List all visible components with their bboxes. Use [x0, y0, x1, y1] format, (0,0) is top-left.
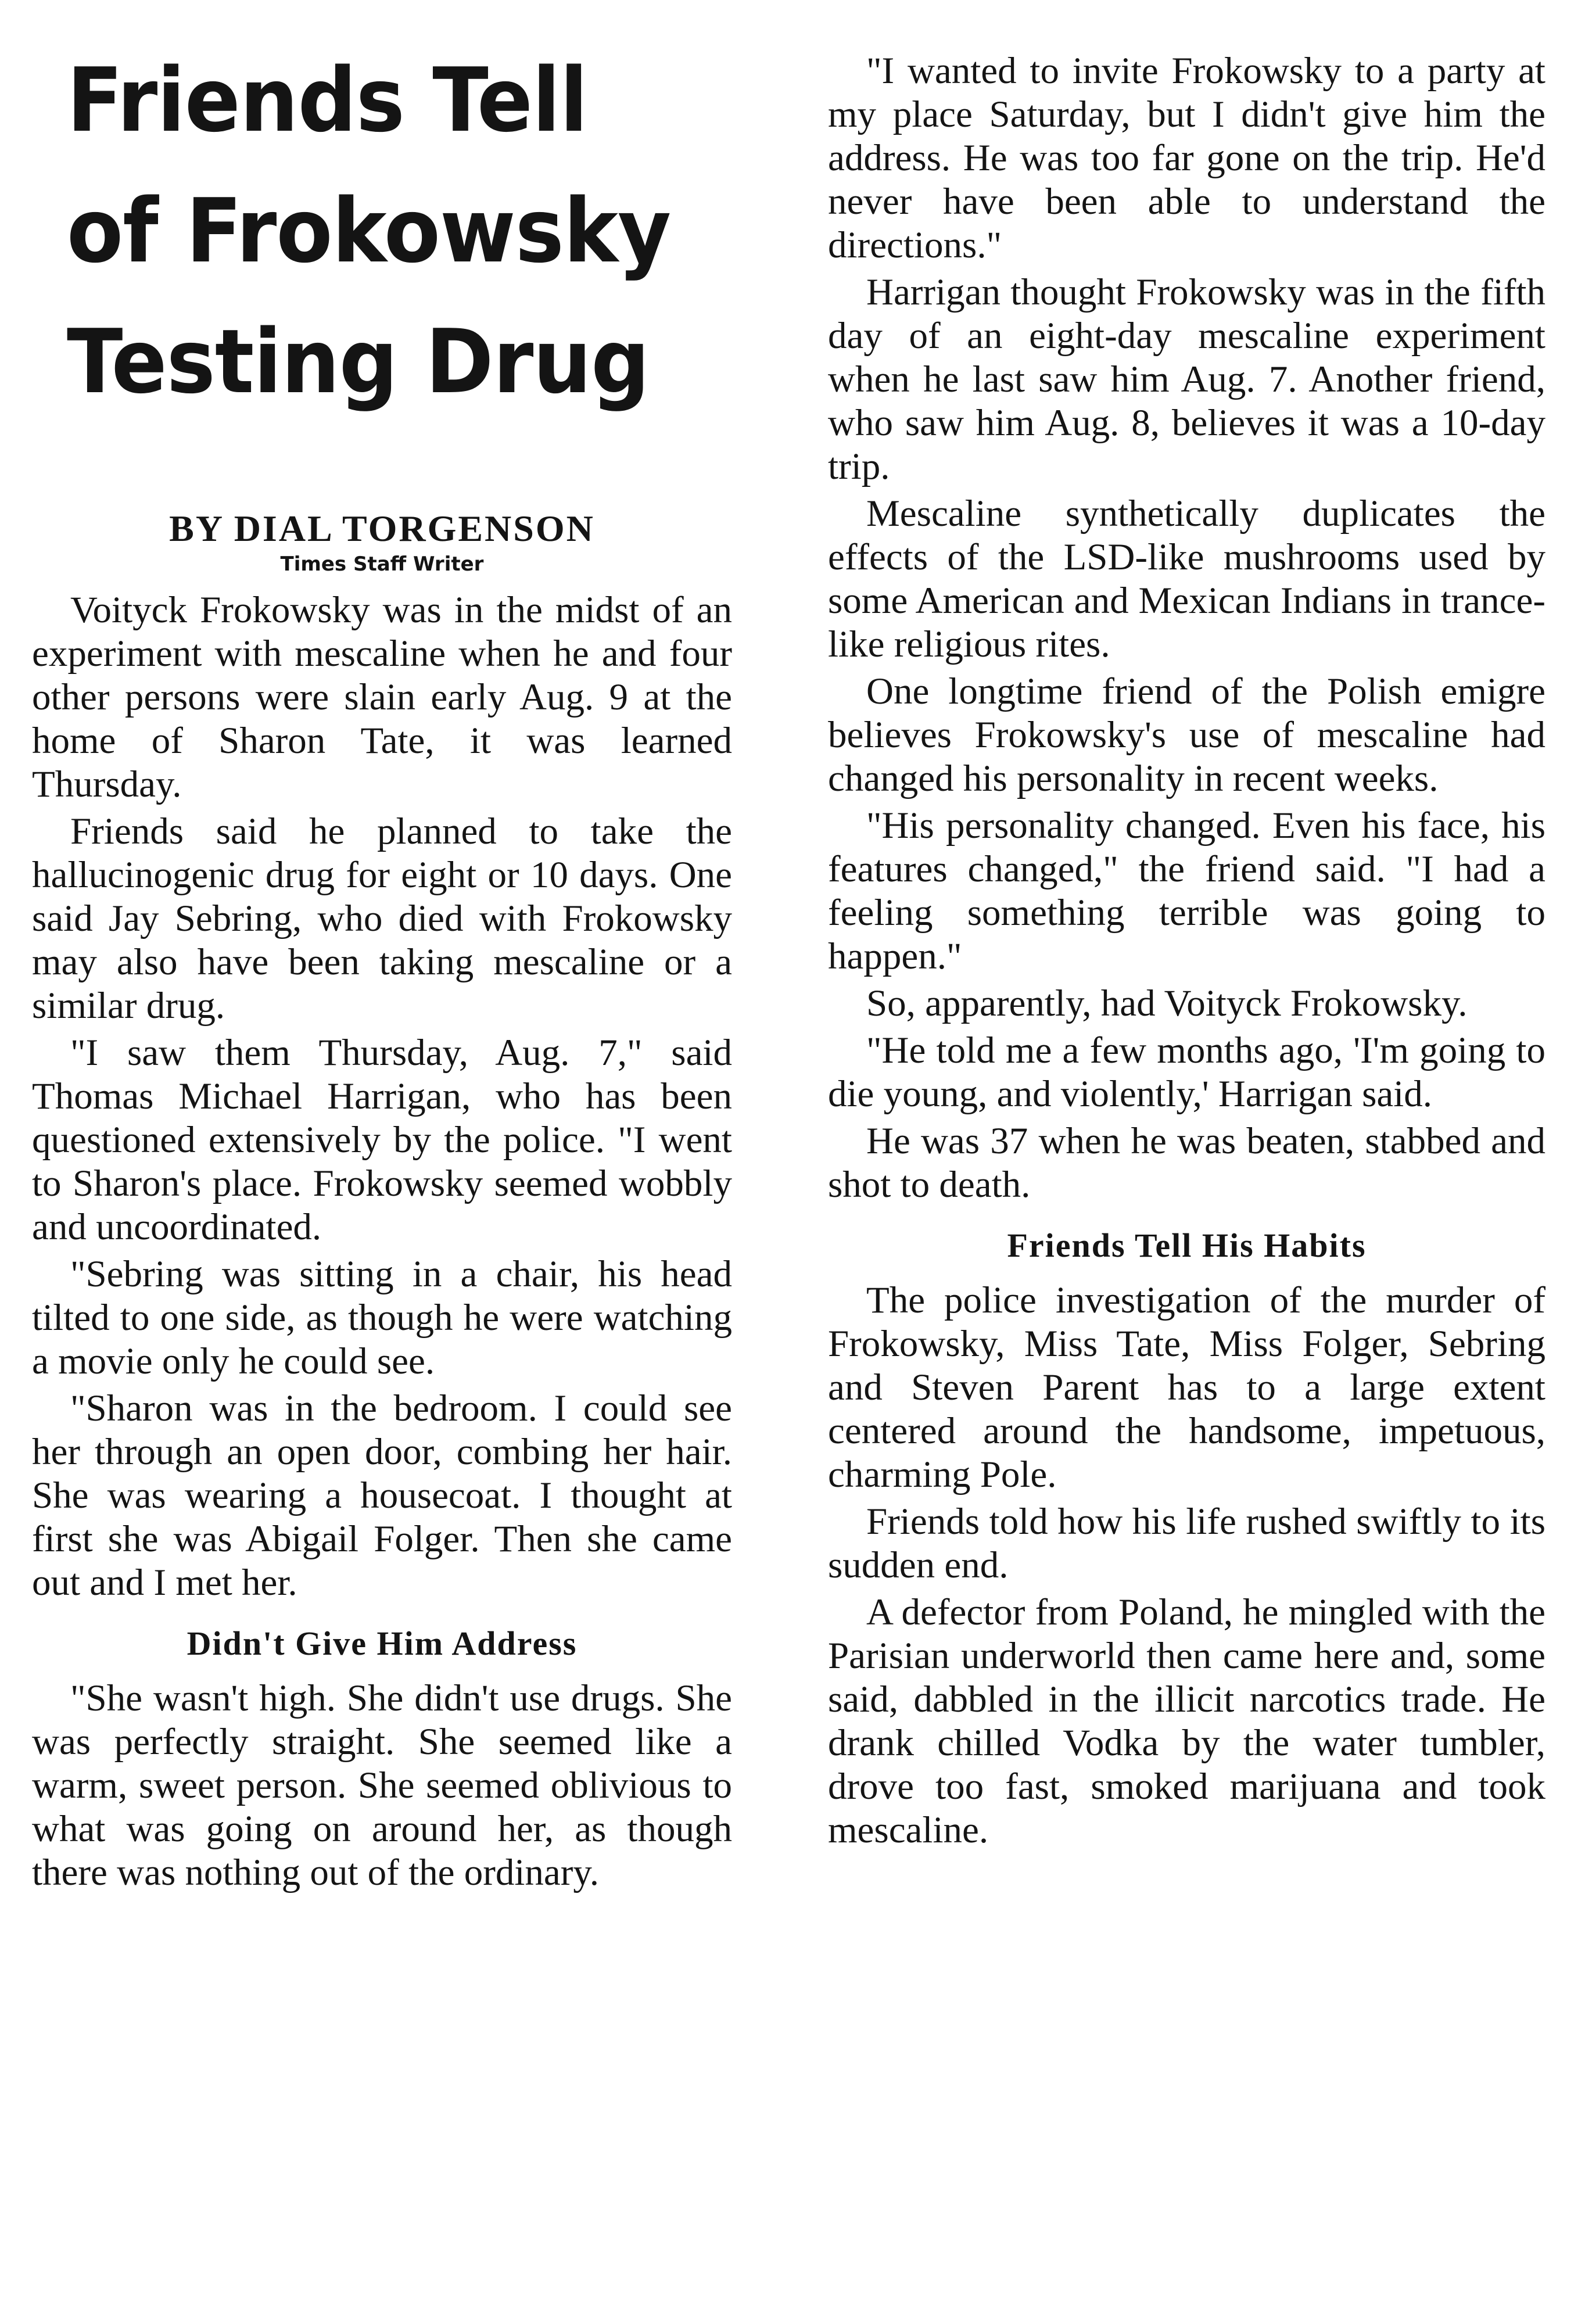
paragraph: "She wasn't high. She didn't use drugs. She was perfectly straight. She seemed like a warm, sweet person. She seemed oblivious to what was going on around her, as though there was nothing out of the ordinary.	[32, 1677, 732, 1893]
paragraph: Harrigan thought Frokowsky was in the fifth day of an eight-day mescaline experiment when he last saw him Aug. 7. Another friend, who saw him Aug. 8, believes it was a 10-day trip.	[828, 271, 1545, 487]
headline-line: of Frokowsky	[67, 180, 671, 282]
byline-title: Times Staff Writer	[280, 553, 484, 576]
headline-line: Testing Drug	[67, 310, 650, 413]
paragraph: Friends told how his life rushed swiftly to its sudden end.	[828, 1501, 1545, 1586]
paragraph: One longtime friend of the Polish emigre believes Frokowsky's use of mescaline had changed his personality in recent weeks.	[828, 670, 1545, 799]
paragraph: So, apparently, had Voityck Frokowsky.	[866, 982, 1468, 1024]
paragraph: He was 37 when he was beaten, stabbed and shot to death.	[828, 1120, 1545, 1206]
article-body-left	[32, 589, 732, 1895]
headline-line: Friends Tell	[67, 49, 588, 152]
left-column	[32, 0, 732, 2324]
byline: BY DIAL TORGENSON	[169, 508, 595, 549]
right-column	[828, 0, 1545, 2324]
paragraph: "Sharon was in the bedroom. I could see her through an open door, combing her hair. She was wearing a housecoat. I thought at first she was Abigail Folger. Then she came out and I met her.	[32, 1387, 732, 1604]
paragraph: "His personality changed. Even his face, his features changed," the friend said. "I had a feeling something terrible was going to happen."	[828, 805, 1545, 977]
paragraph: "I wanted to invite Frokowsky to a party at my place Saturday, but I didn't give him the address. He was too far gone on the trip. He'd never have been able to understand the directions."	[828, 50, 1545, 266]
paragraph: "He told me a few months ago, 'I'm going to die young, and violently,' Harrigan said.	[828, 1030, 1545, 1115]
subhead: Friends Tell His Habits	[1007, 1226, 1367, 1264]
article-body-right	[828, 49, 1545, 1852]
paragraph: A defector from Poland, he mingled with the Parisian underworld then came here and, some said, dabbled in the illicit narcotics trade. He drank chilled Vodka by the water tumbler, drove too fast, smoked marijuana and took mescaline.	[828, 1591, 1545, 1851]
paragraph: Friends said he planned to take the hallucinogenic drug for eight or 10 days. One said Jay Sebring, who died with Frokowsky may also have been taking mescaline or a similar drug.	[32, 810, 732, 1027]
paragraph: "I saw them Thursday, Aug. 7," said Thomas Michael Harrigan, who has been questioned extensively by the police. "I went to Sharon's place. Frokowsky seemed wobbly and uncoordinated.	[32, 1032, 732, 1248]
paragraph: The police investigation of the murder of Frokowsky, Miss Tate, Miss Folger, Sebring and Steven Parent has to a large extent centered around the handsome, impetuous, charming Pole.	[828, 1279, 1545, 1495]
paragraph: Mescaline synthetically duplicates the effects of the LSD-like mushrooms used by some American and Mexican Indians in trance-like religious rites.	[828, 493, 1545, 665]
headline	[67, 35, 743, 427]
paragraph: Voityck Frokowsky was in the midst of an experiment with mescaline when he and four other persons were slain early Aug. 9 at the home of Sharon Tate, it was learned Thursday.	[32, 589, 732, 805]
paragraph: "Sebring was sitting in a chair, his head tilted to one side, as though he were watching a movie only he could see.	[32, 1253, 732, 1382]
subhead: Didn't Give Him Address	[187, 1624, 578, 1662]
